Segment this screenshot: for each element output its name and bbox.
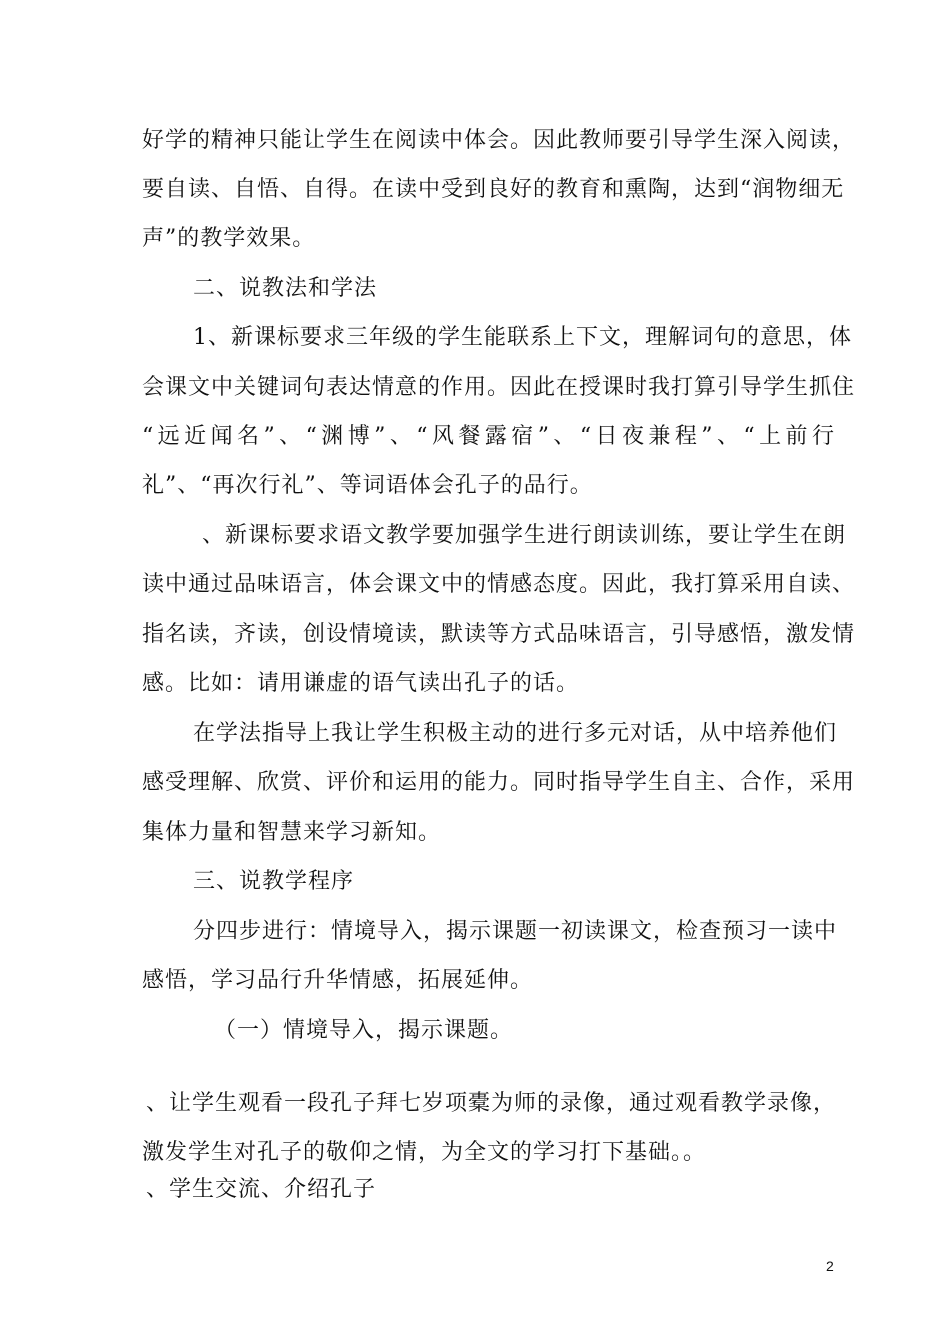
paragraph-line: 集体力量和智慧来学习新知。: [142, 820, 442, 845]
page-number: 2: [826, 1258, 834, 1274]
paragraph-line: 读中通过品味语言，体会课文中的情感态度。因此，我打算采用自读、: [142, 572, 856, 597]
paragraph-line: 礼”、“再次行礼”、等词语体会孔子的品行。: [142, 473, 593, 498]
paragraph-line: 、让学生观看一段孔子拜七岁项橐为师的录像，通过观看教学录像，: [146, 1091, 837, 1116]
paragraph-line: 感。比如：请用谦虚的语气读出孔子的话。: [142, 671, 580, 696]
paragraph-line: 在学法指导上我让学生积极主动的进行多元对话，从中培养他们: [193, 721, 838, 746]
paragraph-line: 会课文中关键词句表达情意的作用。因此在授课时我打算引导学生抓住: [142, 375, 856, 400]
section-heading: 二、说教法和学法: [193, 276, 378, 301]
paragraph-line: 激发学生对孔子的敬仰之情，为全文的学习打下基础。。: [142, 1140, 707, 1165]
paragraph-line: 指名读，齐读，创设情境读，默读等方式品味语言，引导感悟，激发情: [142, 622, 856, 647]
section-heading: 三、说教学程序: [193, 869, 355, 894]
paragraph-line: 声”的教学效果。: [142, 226, 316, 251]
paragraph-line: 感受理解、欣赏、评价和运用的能力。同时指导学生自主、合作，采用: [142, 770, 856, 795]
paragraph-line: 、学生交流、介绍孔子: [146, 1177, 377, 1202]
paragraph-line: “远近闻名”、“渊博”、“风餐露宿”、“日夜兼程”、“上前行: [142, 424, 835, 449]
paragraph-line: 1、新课标要求三年级的学生能联系上下文，理解词句的意思，体: [193, 325, 852, 350]
paragraph-line: 好学的精神只能让学生在阅读中体会。因此教师要引导学生深入阅读，: [142, 128, 856, 153]
paragraph-line: 感悟，学习品行升华情感，拓展延伸。: [142, 968, 534, 993]
paragraph-line: 、新课标要求语文教学要加强学生进行朗读训练，要让学生在朗: [202, 523, 847, 548]
subsection-heading: （一）情境导入，揭示课题。: [214, 1018, 514, 1043]
paragraph-line: 要自读、自悟、自得。在读中受到良好的教育和熏陶，达到“润物细无: [142, 177, 845, 202]
paragraph-line: 分四步进行：情境导入，揭示课题一初读课文，检查预习一读中: [193, 919, 838, 944]
